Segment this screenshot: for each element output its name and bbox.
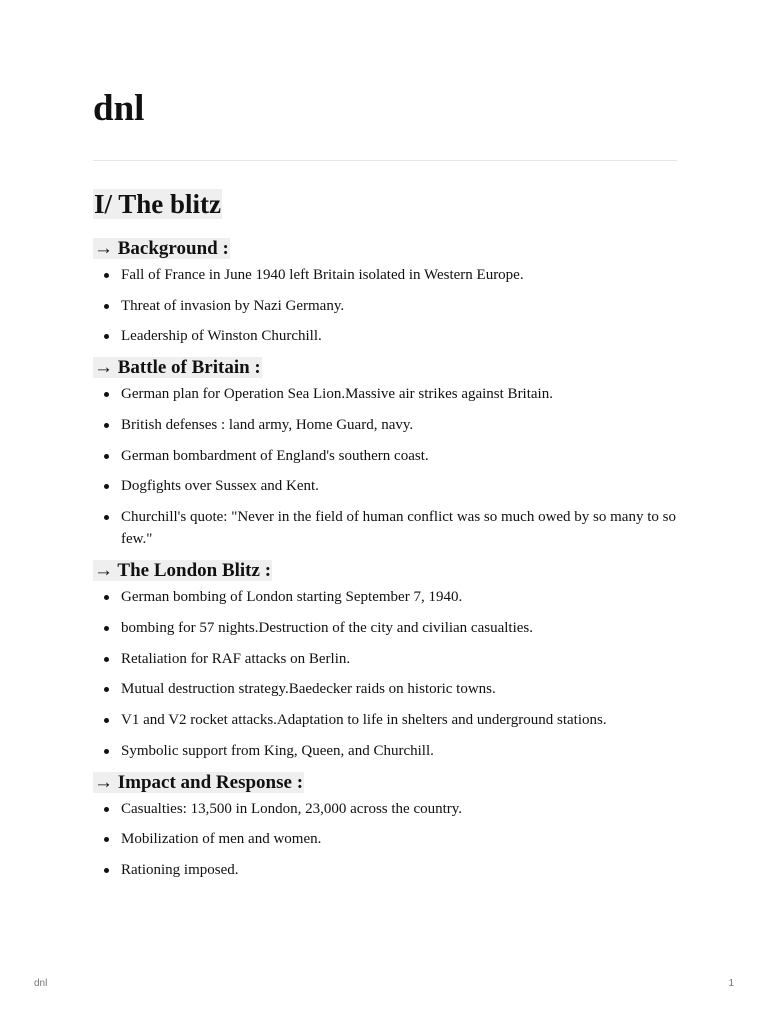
list-item: Mutual destruction strategy.Baedecker raids on historic towns. [121, 678, 677, 700]
list-item: German bombardment of England's southern coast. [121, 445, 677, 467]
list-item: Fall of France in June 1940 left Britain isolated in Western Europe. [121, 264, 677, 286]
bullet-list-london-blitz [93, 586, 677, 761]
footer-document-name: dnl [34, 978, 48, 989]
document-title: dnl [93, 88, 145, 129]
footer-page-number: 1 [728, 978, 734, 989]
list-item: Dogfights over Sussex and Kent. [121, 475, 677, 497]
list-item: Churchill's quote: "Never in the field of human conflict was so much owed by so many to so few." [121, 506, 677, 550]
list-item: Mobilization of men and women. [121, 828, 677, 850]
list-item: Symbolic support from King, Queen, and Churchill. [121, 740, 677, 762]
subsection-heading-text: → The London Blitz : [94, 560, 272, 582]
subsection-heading-impact-and-response [93, 771, 677, 794]
list-item: Retaliation for RAF attacks on Berlin. [121, 648, 677, 670]
list-item: British defenses : land army, Home Guard, navy. [121, 414, 677, 436]
section-heading-text: I/ The blitz [94, 189, 222, 219]
list-item: German plan for Operation Sea Lion.Massive air strikes against Britain. [121, 383, 677, 405]
subsection-heading-battle-of-britain [93, 356, 677, 379]
bullet-list-battle-of-britain [93, 383, 677, 550]
bullet-list-impact-and-response [93, 798, 677, 881]
subsection-heading-text: → Impact and Response : [94, 771, 304, 793]
list-item: Rationing imposed. [121, 859, 677, 881]
subsection-heading-text: → Background : [94, 238, 229, 259]
section-heading [93, 188, 677, 220]
list-item: Casualties: 13,500 in London, 23,000 across the country. [121, 798, 677, 820]
list-item: German bombing of London starting September 7, 1940. [121, 586, 677, 608]
list-item: V1 and V2 rocket attacks.Adaptation to life in shelters and underground stations. [121, 709, 677, 731]
document-content [93, 188, 677, 890]
title-divider [93, 160, 677, 161]
list-item: Threat of invasion by Nazi Germany. [121, 295, 677, 317]
subsection-heading-background [93, 237, 677, 260]
list-item: bombing for 57 nights.Destruction of the city and civilian casualties. [121, 617, 677, 639]
bullet-list-background [93, 264, 677, 347]
list-item: Leadership of Winston Churchill. [121, 325, 677, 347]
subsection-heading-text: → Battle of Britain : [94, 357, 261, 379]
subsection-heading-london-blitz [93, 559, 677, 582]
